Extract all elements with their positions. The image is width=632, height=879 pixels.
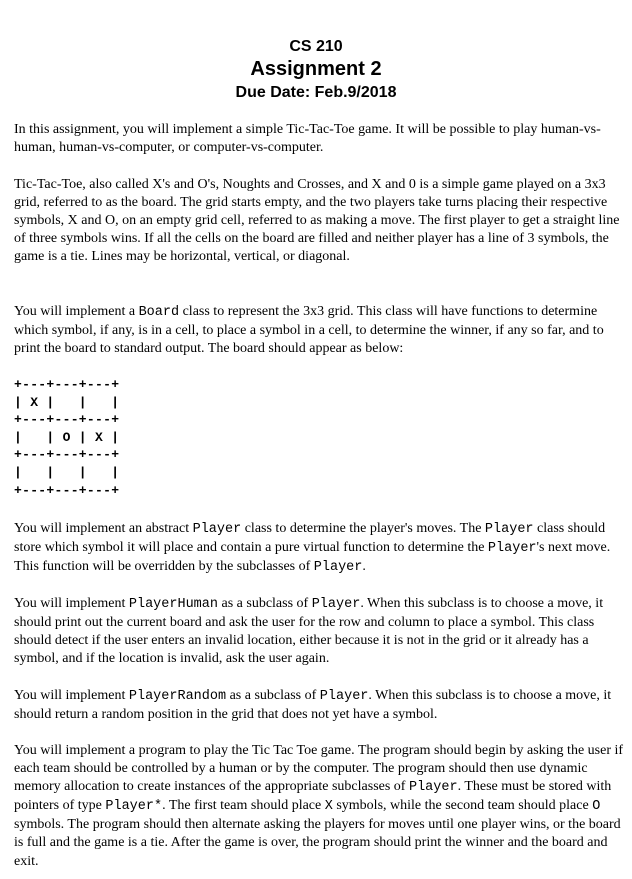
code-player: Player — [311, 597, 361, 612]
player-human-paragraph: You will implement PlayerHuman as a subclass of Player. When this subclass is to choose a move, it should print out the current board and ask the user for the row and column to place a symbol. This class should detect if the user enters an invalid location, either because it is not in the grid or it already has a symbol, and if the location is invalid, ask the user again. — [14, 596, 604, 667]
board-class-paragraph: You will implement a Board class to represent the 3x3 grid. This class will have functions to determine which symbol, if any, is in a cell, to place a symbol in a cell, to determine the winner, if any so far, and to print the board to standard output. The board should appear as below: — [14, 304, 604, 357]
player-class-paragraph: You will implement an abstract Player class to determine the player's moves. The Player class should store which symbol it will place and contain a pure virtual function to determine the Player's next move. This function will be overridden by the subclasses of Player. — [14, 521, 611, 576]
code-player: Player — [487, 541, 537, 557]
assignment-title: Assignment 2 — [250, 58, 382, 80]
due-date: Due Date: Feb.9/2018 — [235, 84, 397, 101]
code-player-human: PlayerHuman — [128, 597, 218, 612]
board-diagram: +---+---+---+ | X | | | +---+---+---+ | | O | X | +---+---+---+ | | | | +---+---+---+ — [14, 377, 120, 498]
course-code: CS 210 — [289, 38, 343, 55]
code-symbol-x: X — [324, 799, 333, 815]
code-player: Player — [192, 522, 242, 537]
code-player-pointer: Player* — [105, 799, 163, 815]
code-player: Player — [408, 780, 458, 796]
rules-paragraph: Tic-Tac-Toe, also called X's and O's, Noughts and Crosses, and X and 0 is a simple game played on a 3x3 grid, referred to as the board. The grid starts empty, and the two players take turns placing their respective symbols, X and O, on an empty grid cell, referred to as making a move. The first player to get a straight line of three symbols wins. If all the cells on the board are filled and neither player has a line of 3 symbols, the game is a tie. Lines may be horizontal, vertical, or diagonal. — [14, 177, 620, 265]
code-board: Board — [138, 305, 180, 320]
player-random-paragraph: You will implement PlayerRandom as a subclass of Player. When this subclass is to choose a move, it should return a random position in the grid that does not yet have a symbol. — [14, 688, 612, 723]
code-player: Player — [484, 522, 534, 537]
intro-paragraph: In this assignment, you will implement a simple Tic-Tac-Toe game. It will be possible to play human-vs-human, human-vs-computer, or computer-vs-computer. — [14, 122, 601, 156]
code-player: Player — [319, 689, 369, 704]
program-paragraph: You will implement a program to play the Tic Tac Toe game. The program should begin by asking the user if each team should be controlled by a human or by the computer. The program should then use dynamic memory allocation to create instances of the appropriate subclasses of Player. These must be stored with pointers of type Player*. The first team should place X symbols, while the second team should place O symbols. The program should then alternate asking the players for moves until one player wins, or the board is full and the game is a tie. After the game is over, the program should print the winner and the board and exit. — [14, 743, 624, 869]
code-player-random: PlayerRandom — [128, 689, 227, 704]
code-symbol-o: O — [592, 799, 601, 815]
code-player: Player — [313, 560, 363, 576]
